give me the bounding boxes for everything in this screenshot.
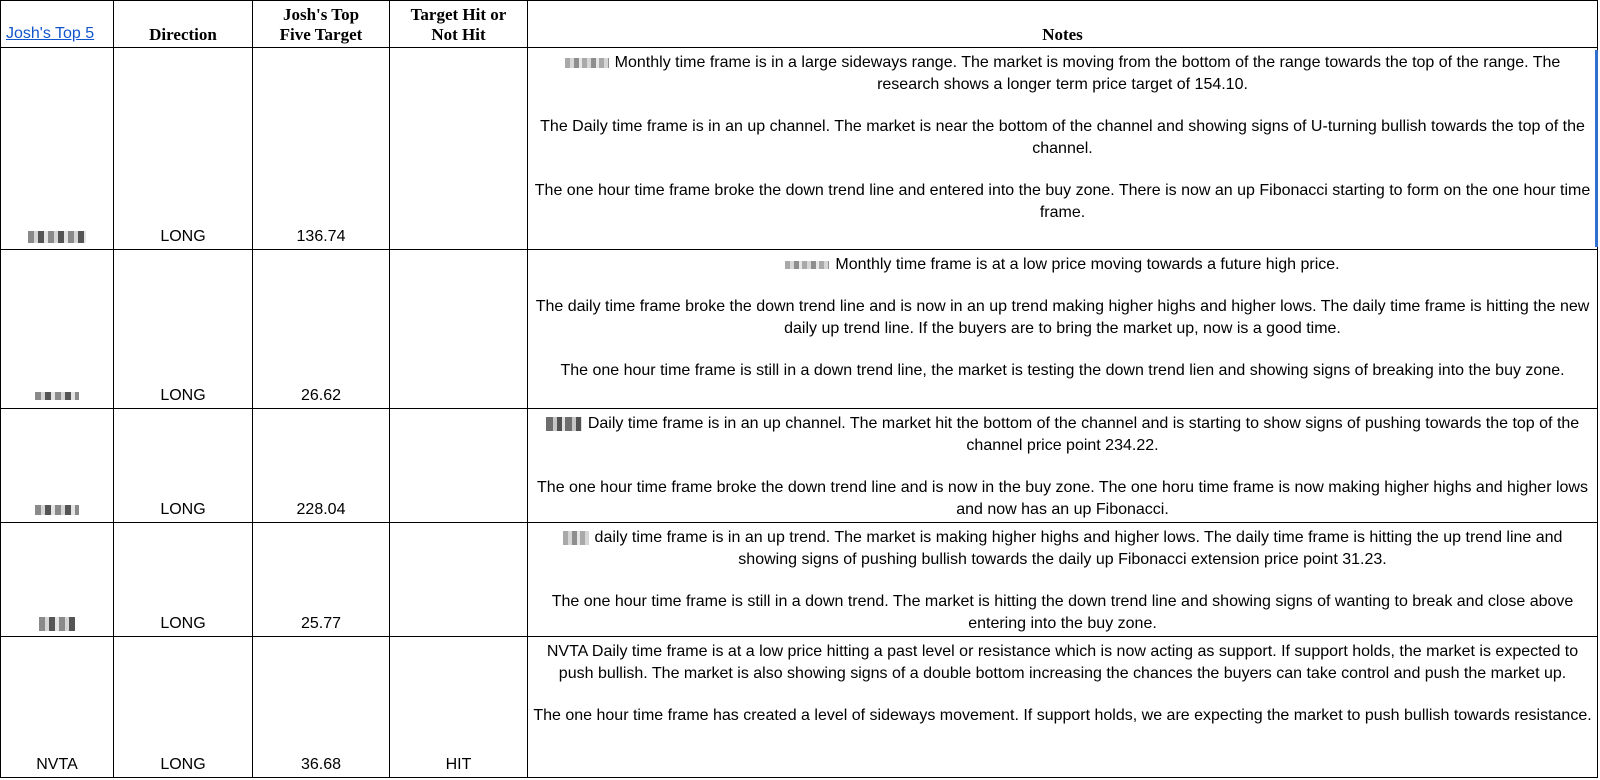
note-paragraph: The one hour time frame broke the down trend line and entered into the buy zone. There is now an up Fibonacci starting to form on the one hour time frame. <box>534 182 1591 221</box>
redacted-ticker <box>565 58 609 68</box>
header-notes[interactable]: Notes <box>528 1 1598 48</box>
table-row <box>1 250 1598 409</box>
note-paragraph: Monthly time frame is at a low price moving towards a future high price. <box>533 254 1592 276</box>
header-target-line1: Josh's Top <box>282 5 360 24</box>
header-hit[interactable] <box>390 1 528 48</box>
header-josh-top5[interactable] <box>1 1 114 48</box>
redacted-ticker <box>35 392 79 400</box>
ticker-cell[interactable] <box>1 523 114 637</box>
josh-top5-link[interactable]: Josh's Top 5 <box>6 25 95 42</box>
ticker-cell[interactable] <box>1 409 114 523</box>
direction-cell[interactable]: LONG <box>114 48 253 250</box>
ticker-cell[interactable]: NVTA <box>1 637 114 778</box>
notes-cell[interactable] <box>528 250 1598 409</box>
direction-cell[interactable]: LONG <box>114 409 253 523</box>
selection-border <box>1595 50 1598 247</box>
header-hit-line1: Target Hit or <box>410 5 507 24</box>
notes-cell[interactable] <box>528 48 1598 250</box>
direction-cell[interactable]: LONG <box>114 523 253 637</box>
redacted-ticker <box>563 531 589 545</box>
target-cell[interactable]: 36.68 <box>253 637 390 778</box>
ticker-cell[interactable] <box>1 250 114 409</box>
header-target[interactable] <box>253 1 390 48</box>
ticker-cell[interactable] <box>1 48 114 250</box>
table-row <box>1 523 1598 637</box>
note-paragraph: The daily time frame broke the down trend line and is now in an up trend making higher highs and higher lows. The daily time frame is hitting the new daily up trend line. If the buyers are to bring the market up, now is a good time. <box>535 298 1590 337</box>
table-row <box>1 48 1598 250</box>
note-paragraph: The one hour time frame broke the down trend line and is now in the buy zone. The one horu time frame is now making higher highs and higher lows and now has an up Fibonacci. <box>537 479 1588 518</box>
header-direction[interactable]: Direction <box>114 1 253 48</box>
table-row <box>1 409 1598 523</box>
note-paragraph: The one hour time frame has created a level of sideways movement. If support holds, we are expecting the market to push bullish towards resistance. <box>533 707 1592 724</box>
redacted-ticker <box>35 505 79 515</box>
header-row <box>1 1 1598 48</box>
hit-cell[interactable] <box>390 48 528 250</box>
direction-cell[interactable]: LONG <box>114 637 253 778</box>
redacted-ticker <box>785 261 829 269</box>
table-row <box>1 637 1598 778</box>
notes-cell[interactable] <box>528 637 1598 778</box>
target-cell[interactable]: 228.04 <box>253 409 390 523</box>
note-paragraph: Monthly time frame is in a large sideways range. The market is moving from the bottom of the range towards the top of the range. The research shows a longer term price target of 154.10. <box>533 52 1592 96</box>
notes-cell[interactable] <box>528 523 1598 637</box>
header-target-line2: Five Target <box>279 25 363 44</box>
hit-cell[interactable]: HIT <box>390 637 528 778</box>
hit-cell[interactable] <box>390 409 528 523</box>
notes-cell[interactable] <box>528 409 1598 523</box>
target-cell[interactable]: 136.74 <box>253 48 390 250</box>
note-paragraph: The one hour time frame is still in a down trend line, the market is testing the down trend lien and showing signs of breaking into the buy zone. <box>560 362 1565 379</box>
header-hit-line2: Not Hit <box>431 25 486 44</box>
direction-cell[interactable]: LONG <box>114 250 253 409</box>
redacted-ticker <box>546 417 582 431</box>
note-paragraph: Daily time frame is in an up channel. The market hit the bottom of the channel and is starting to show signs of pushing towards the top of the channel price point 234.22. <box>533 413 1592 457</box>
note-paragraph: daily time frame is in an up trend. The market is making higher highs and higher lows. The daily time frame is hitting the up trend line and showing signs of pushing bullish towards the daily up Fibonacci extension price point 31.23. <box>533 527 1592 571</box>
note-paragraph: NVTA Daily time frame is at a low price hitting a past level or resistance which is now acting as support. If support holds, the market is expected to push bullish. The market is also showing signs of a double bottom increasing the chances the buyers can take control and push the market up. <box>546 643 1579 682</box>
hit-cell[interactable] <box>390 250 528 409</box>
note-paragraph: The one hour time frame is still in a down trend. The market is hitting the down trend line and showing signs of wanting to break and close above entering into the buy zone. <box>551 593 1574 632</box>
note-paragraph: The Daily time frame is in an up channel. The market is near the bottom of the channel and showing signs of U-turning bullish towards the top of the channel. <box>540 118 1585 157</box>
target-cell[interactable]: 26.62 <box>253 250 390 409</box>
target-cell[interactable]: 25.77 <box>253 523 390 637</box>
hit-cell[interactable] <box>390 523 528 637</box>
redacted-ticker <box>39 617 75 631</box>
redacted-ticker <box>28 231 86 243</box>
